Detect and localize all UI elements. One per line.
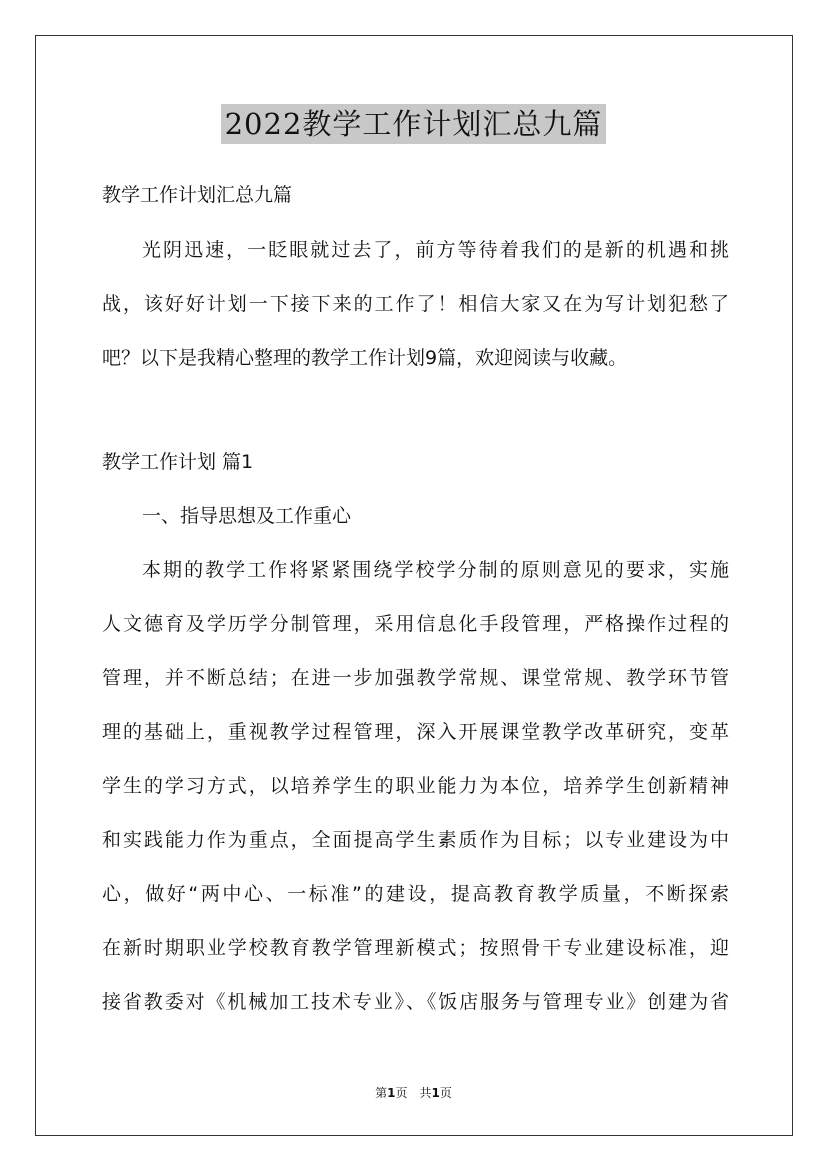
body-line-8: 在新时期职业学校教育教学管理新模式；按照骨干专业建设标准，迎 — [102, 937, 729, 959]
body-line-7: 心，做好“两中心、一标准”的建设，提高教育教学质量，不断探索 — [102, 883, 729, 905]
intro-line-2: 战，该好好计划一下接下来的工作了！相信大家又在为写计划犯愁了 — [102, 293, 729, 315]
spacer — [102, 395, 729, 445]
document-body — [102, 178, 729, 1039]
intro-line-3: 吧？以下是我精心整理的教学工作计划9篇，欢迎阅读与收藏。 — [102, 347, 628, 369]
document-title-text: 2022教学工作计划汇总九篇 — [221, 104, 607, 144]
footer-label-1: 第 — [375, 1086, 388, 1100]
body-line-2: 人文德育及学历学分制管理，采用信息化手段管理，严格操作过程的 — [102, 613, 729, 635]
footer-label-3: 页 — [439, 1086, 452, 1100]
body-line-1: 本期的教学工作将紧紧围绕学校学分制的原则意见的要求，实施 — [142, 559, 729, 581]
sub-heading: 一、指导思想及工作重心 — [142, 505, 352, 527]
body-line-9: 接省教委对《机械加工技术专业》、《饭店服务与管理专业》创建为省 — [102, 991, 729, 1013]
page-footer — [0, 1084, 827, 1101]
section-heading: 教学工作计划 篇1 — [102, 451, 254, 473]
intro-line-1: 光阴迅速，一眨眼就过去了，前方等待着我们的是新的机遇和挑 — [142, 239, 729, 261]
body-line-4: 理的基础上，重视教学过程管理，深入开展课堂教学改革研究，变革 — [102, 721, 729, 743]
body-line-5: 学生的学习方式，以培养学生的职业能力为本位，培养学生创新精神 — [102, 775, 729, 797]
subtitle: 教学工作计划汇总九篇 — [102, 184, 293, 206]
body-line-3: 管理，并不断总结；在进一步加强教学常规、课堂常规、教学环节管 — [102, 667, 729, 689]
document-title — [0, 104, 827, 144]
footer-total-pages: 1 — [431, 1086, 440, 1100]
footer-label-2: 页 共 — [395, 1086, 432, 1100]
footer-page-number: 1 — [387, 1086, 396, 1100]
body-line-6: 和实践能力作为重点，全面提高学生素质作为目标；以专业建设为中 — [102, 829, 729, 851]
